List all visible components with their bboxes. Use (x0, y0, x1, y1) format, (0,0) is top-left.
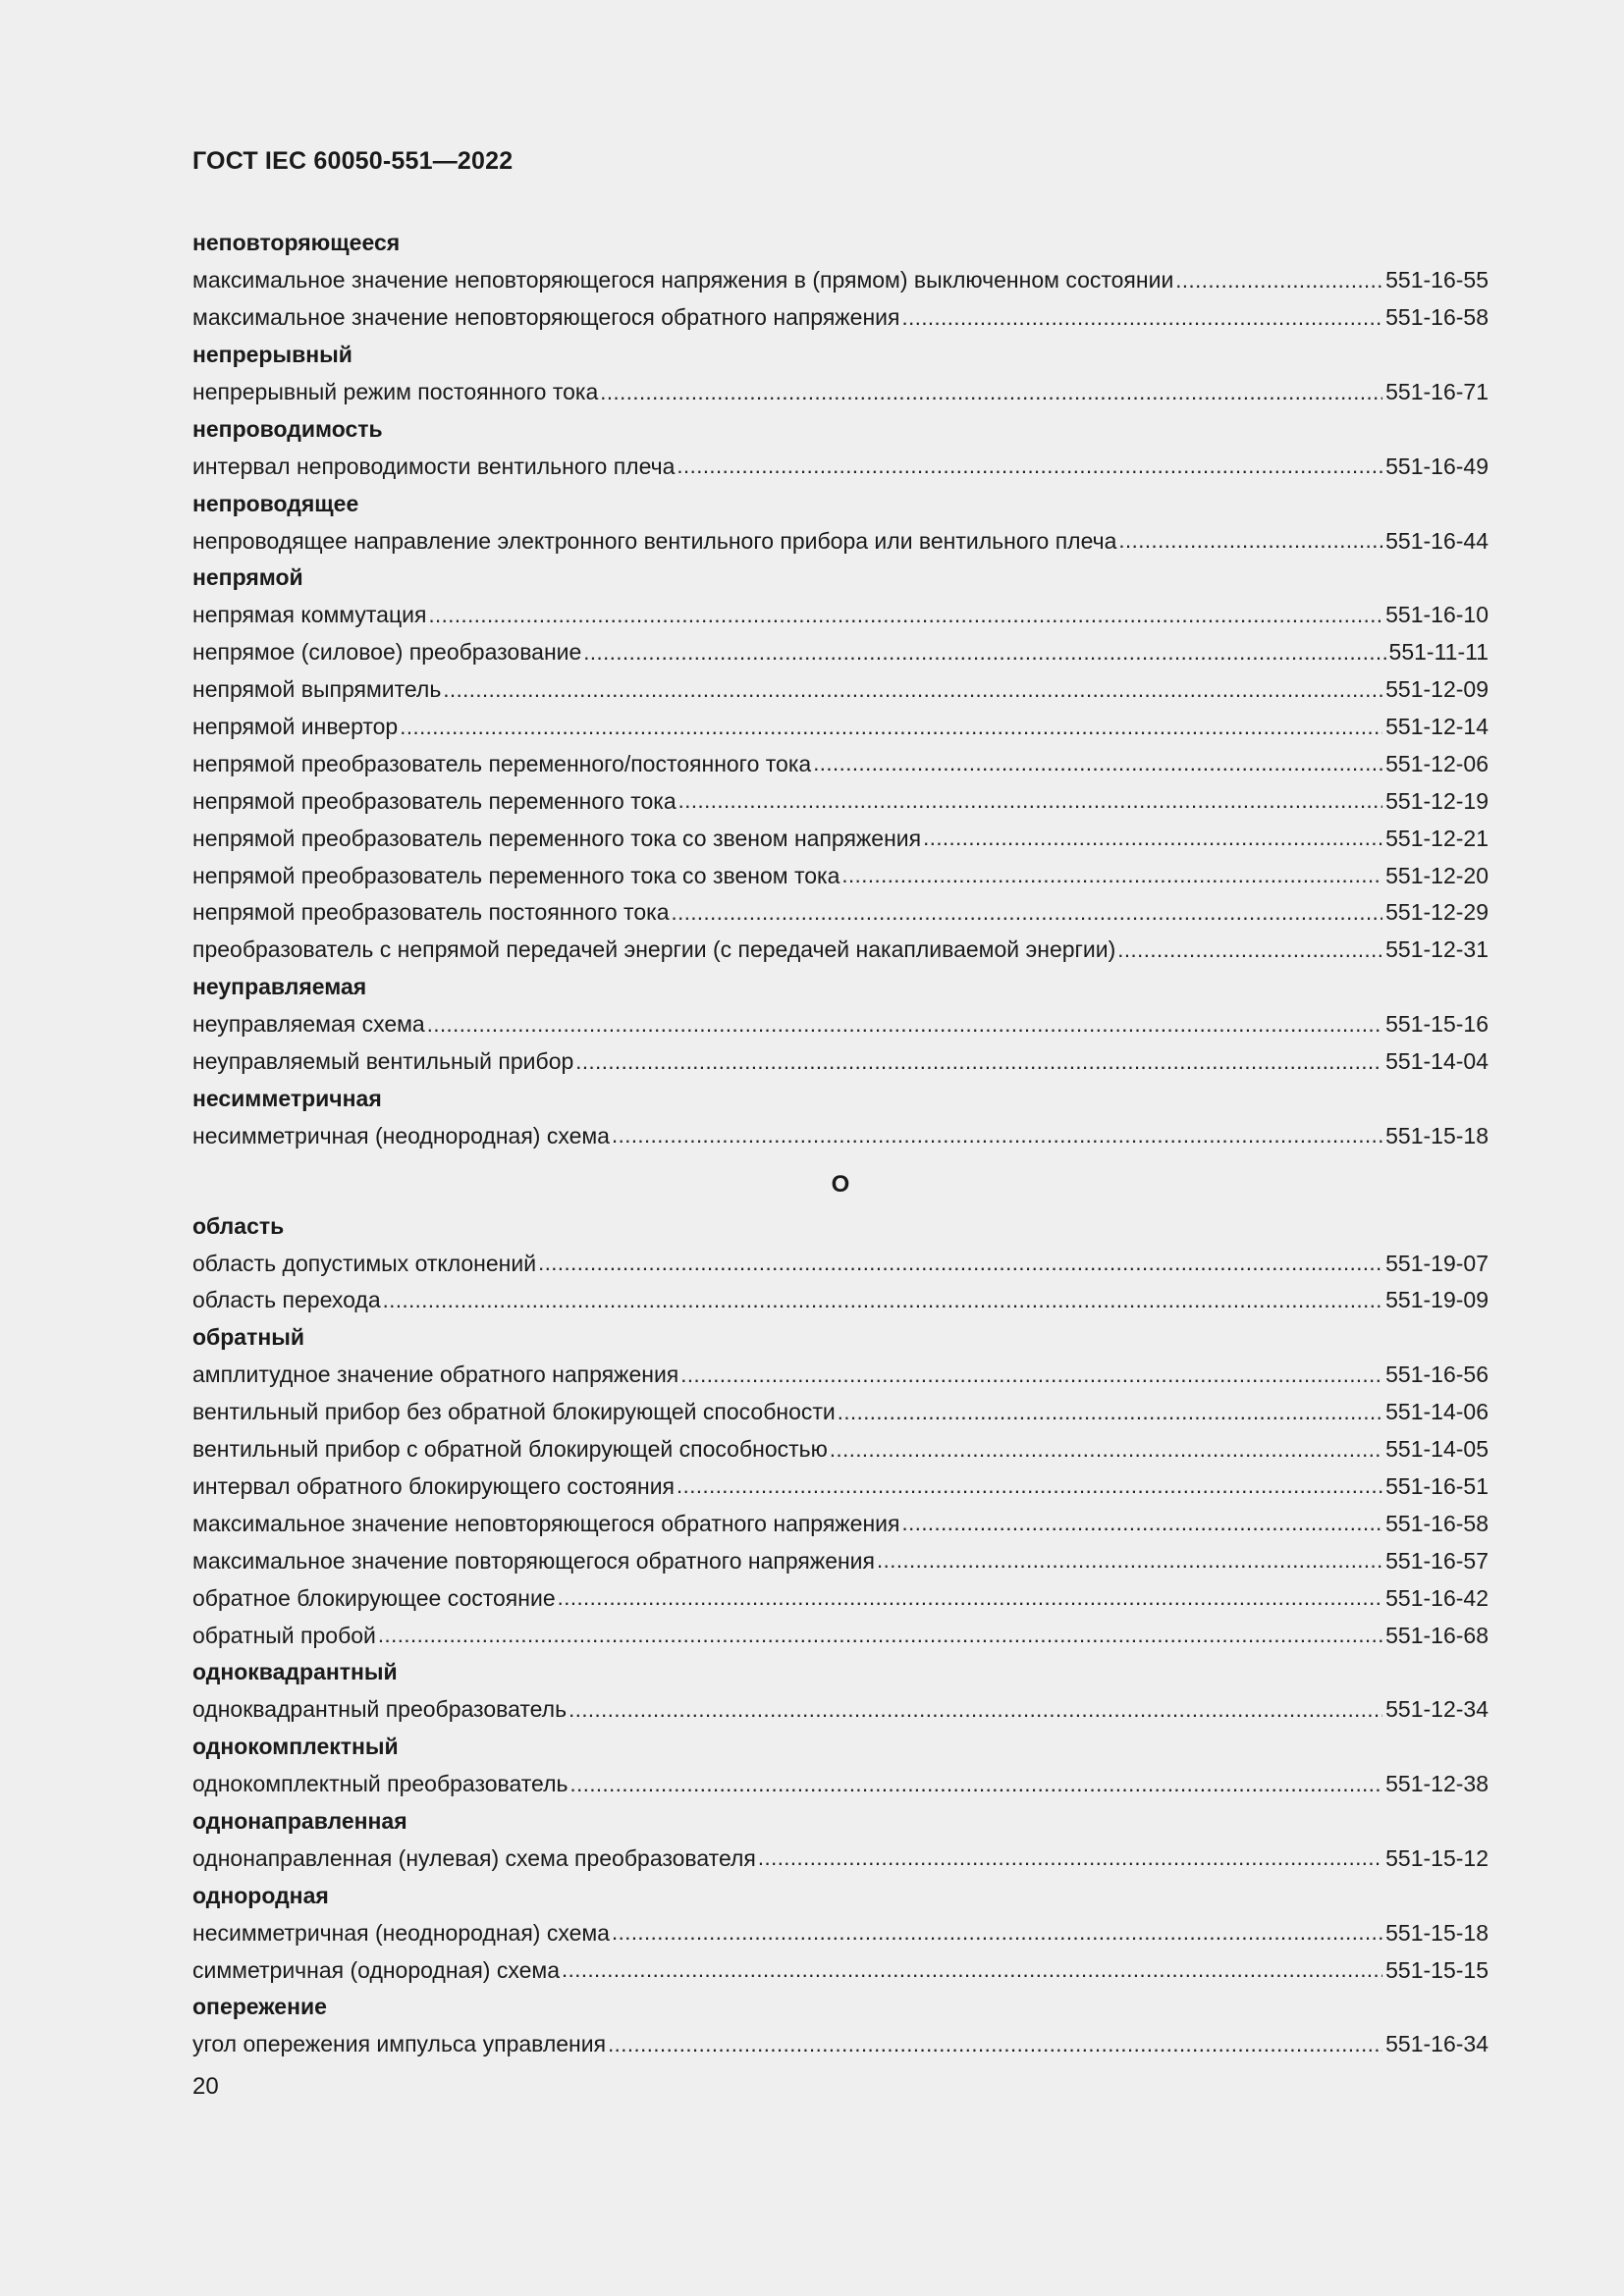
index-term: симметричная (однородная) схема (192, 1956, 560, 1983)
term-code: 551-12-09 (1385, 676, 1489, 703)
index-entry (192, 1357, 1489, 1394)
index-keyword-heading: однокомплектный (192, 1734, 399, 1760)
index-term: максимальное значение неповторяющегося обратного напряжения (192, 1510, 900, 1536)
index-entry (192, 262, 1489, 299)
index-term: непрямой преобразователь переменного/постоянного тока (192, 750, 812, 776)
index-term: непрямое (силовое) преобразование (192, 639, 582, 666)
dot-leader (428, 603, 1382, 628)
dot-leader (558, 1585, 1383, 1611)
index-keyword-heading: опережение (192, 1994, 327, 2020)
term-code: 551-15-16 (1385, 1011, 1489, 1038)
dot-leader (1118, 528, 1382, 554)
index-entry (192, 522, 1489, 560)
index-entry (192, 1394, 1489, 1431)
dot-leader (677, 454, 1382, 479)
index-term: непрямой выпрямитель (192, 676, 442, 703)
term-code: 551-16-34 (1385, 2031, 1489, 2057)
dot-leader (923, 826, 1382, 851)
index-keyword-heading: обратный (192, 1324, 305, 1351)
term-code: 551-16-68 (1385, 1622, 1489, 1648)
index-entry (192, 2026, 1489, 2063)
index-term: неуправляемая схема (192, 1011, 425, 1038)
term-code: 551-12-20 (1385, 862, 1489, 888)
index-term: вентильный прибор с обратной блокирующей способностью (192, 1436, 828, 1463)
term-code: 551-16-44 (1385, 527, 1489, 554)
index-entry (192, 1840, 1489, 1877)
index-term: непрямая коммутация (192, 602, 427, 628)
index-entry (192, 374, 1489, 411)
index-entry (192, 634, 1489, 671)
index-term: однонаправленная (нулевая) схема преобразователя (192, 1844, 756, 1871)
index-keyword-heading: однонаправленная (192, 1807, 407, 1834)
index-term: интервал непроводимости вентильного плеча (192, 453, 676, 479)
index-term: неуправляемый вентильный прибор (192, 1048, 574, 1075)
index-term: максимальное значение неповторяющегося напряжения в (прямом) выключенном состоянии (192, 267, 1174, 294)
index-entry (192, 1691, 1489, 1729)
term-code: 551-16-55 (1385, 267, 1489, 294)
index-entry (192, 1951, 1489, 1989)
term-code: 551-16-10 (1385, 602, 1489, 628)
dot-leader (901, 305, 1382, 331)
term-code: 551-19-07 (1385, 1250, 1489, 1276)
index-entry (192, 1766, 1489, 1803)
dot-leader (538, 1251, 1382, 1276)
dot-leader (612, 1123, 1382, 1148)
index-entry (192, 597, 1489, 634)
term-code: 551-12-29 (1385, 899, 1489, 926)
dot-leader (562, 1957, 1382, 1983)
document-header: ГОСТ IEC 60050-551—2022 (192, 147, 514, 175)
dot-leader (671, 900, 1382, 926)
index-entry (192, 299, 1489, 337)
index-term: несимметричная (неоднородная) схема (192, 1919, 610, 1946)
index-term: область перехода (192, 1287, 381, 1313)
dot-leader (830, 1437, 1382, 1463)
dot-leader (1117, 937, 1382, 963)
index-keyword-heading: несимметричная (192, 1085, 382, 1111)
dot-leader (608, 2032, 1382, 2057)
index-term: область допустимых отклонений (192, 1250, 537, 1276)
index-keyword-heading: непроводящее (192, 490, 359, 516)
index-keyword-heading: непроводимость (192, 415, 383, 442)
index-term: непрямой преобразователь переменного тока (192, 787, 677, 814)
index-entry (192, 1579, 1489, 1617)
index-term: максимальное значение неповторяющегося обратного напряжения (192, 304, 900, 331)
dot-leader (383, 1288, 1383, 1313)
term-code: 551-14-05 (1385, 1436, 1489, 1463)
index-keyword-heading: непрямой (192, 564, 303, 591)
dot-leader (838, 1400, 1382, 1425)
index-term: непрямой инвертор (192, 714, 399, 740)
term-code: 551-16-51 (1385, 1472, 1489, 1499)
index-term: максимальное значение повторяющегося обратного напряжения (192, 1547, 875, 1574)
dot-leader (575, 1049, 1382, 1075)
index-keyword-heading: неуправляемая (192, 974, 367, 1000)
index-term: преобразователь с непрямой передачей энергии (с передачей накапливаемой энергии) (192, 936, 1116, 963)
index-term: обратный пробой (192, 1622, 376, 1648)
index-term: непрерывный режим постоянного тока (192, 379, 599, 404)
index-entry (192, 1245, 1489, 1282)
dot-leader (568, 1697, 1382, 1723)
term-code: 551-14-04 (1385, 1048, 1489, 1075)
index-term: угол опережения импульса управления (192, 2031, 607, 2057)
term-code: 551-12-06 (1385, 750, 1489, 776)
dot-leader (678, 788, 1382, 814)
term-code: 551-16-58 (1385, 1510, 1489, 1536)
term-code: 551-16-57 (1385, 1547, 1489, 1574)
index-entry (192, 709, 1489, 746)
dot-leader (813, 751, 1382, 776)
dot-leader (680, 1362, 1382, 1388)
term-code: 551-15-12 (1385, 1844, 1489, 1871)
dot-leader (378, 1623, 1382, 1648)
dot-leader (569, 1772, 1382, 1797)
dot-leader (877, 1548, 1382, 1574)
term-code: 551-12-14 (1385, 714, 1489, 740)
index-keyword-heading: одноквадрантный (192, 1659, 398, 1685)
dot-leader (901, 1511, 1382, 1536)
index-term: однокомплектный преобразователь (192, 1771, 568, 1797)
term-code: 551-16-56 (1385, 1362, 1489, 1388)
index-entry (192, 1006, 1489, 1043)
index-entry (192, 782, 1489, 820)
index-keyword-heading: неповторяющееся (192, 230, 401, 256)
index-entry (192, 857, 1489, 894)
index-entry (192, 745, 1489, 782)
index-keyword-heading: однородная (192, 1882, 329, 1908)
index-term: непрямой преобразователь постоянного тока (192, 899, 670, 926)
section-letter: О (831, 1171, 850, 1199)
term-code: 551-11-11 (1388, 639, 1489, 666)
index-entry (192, 1282, 1489, 1319)
term-code: 551-12-38 (1385, 1771, 1489, 1797)
index-entry (192, 1542, 1489, 1579)
index-keyword-heading: область (192, 1212, 285, 1239)
alphabetical-index (192, 225, 1489, 2063)
index-term: интервал обратного блокирующего состояния (192, 1472, 676, 1499)
index-entry (192, 1431, 1489, 1468)
index-term: вентильный прибор без обратной блокирующей способности (192, 1399, 836, 1425)
term-code: 551-16-42 (1385, 1584, 1489, 1611)
index-term: одноквадрантный преобразователь (192, 1696, 568, 1723)
index-term: обратное блокирующее состояние (192, 1584, 556, 1611)
term-code: 551-12-31 (1385, 936, 1489, 963)
dot-leader (612, 1920, 1382, 1946)
dot-leader (400, 715, 1382, 740)
dot-leader (427, 1012, 1382, 1038)
index-term: амплитудное значение обратного напряжения (192, 1362, 679, 1388)
index-term: непрямой преобразователь переменного тока со звеном тока (192, 862, 840, 888)
index-entry (192, 671, 1489, 709)
index-entry (192, 1914, 1489, 1951)
index-entry (192, 1505, 1489, 1542)
term-code: 551-15-15 (1385, 1956, 1489, 1983)
term-code: 551-12-34 (1385, 1696, 1489, 1723)
term-code: 551-15-18 (1385, 1122, 1489, 1148)
index-entry (192, 1117, 1489, 1154)
term-code: 551-15-18 (1385, 1919, 1489, 1946)
term-code: 551-16-58 (1385, 304, 1489, 331)
term-code: 551-19-09 (1385, 1287, 1489, 1313)
index-term: несимметричная (неоднородная) схема (192, 1122, 610, 1148)
term-code: 551-14-06 (1385, 1399, 1489, 1425)
term-code: 551-12-21 (1385, 825, 1489, 851)
index-keyword-heading: непрерывный (192, 342, 352, 368)
index-term: непрямой преобразователь переменного тока со звеном напряжения (192, 825, 922, 851)
term-code: 551-16-49 (1385, 453, 1489, 479)
dot-leader (841, 863, 1382, 888)
index-entry (192, 1468, 1489, 1506)
term-code: 551-12-19 (1385, 787, 1489, 814)
dot-leader (758, 1845, 1382, 1871)
index-entry (192, 820, 1489, 857)
page-number: 20 (192, 2073, 219, 2100)
index-entry (192, 1043, 1489, 1081)
index-entry (192, 894, 1489, 932)
index-term: непроводящее направление электронного вентильного прибора или вентильного плеча (192, 527, 1117, 554)
index-entry (192, 1617, 1489, 1654)
dot-leader (677, 1473, 1382, 1499)
dot-leader (600, 380, 1382, 405)
index-entry (192, 932, 1489, 969)
dot-leader (443, 677, 1382, 703)
dot-leader (583, 640, 1385, 666)
index-entry (192, 448, 1489, 485)
term-code: 551-16-71 (1385, 379, 1489, 404)
dot-leader (1175, 268, 1382, 294)
